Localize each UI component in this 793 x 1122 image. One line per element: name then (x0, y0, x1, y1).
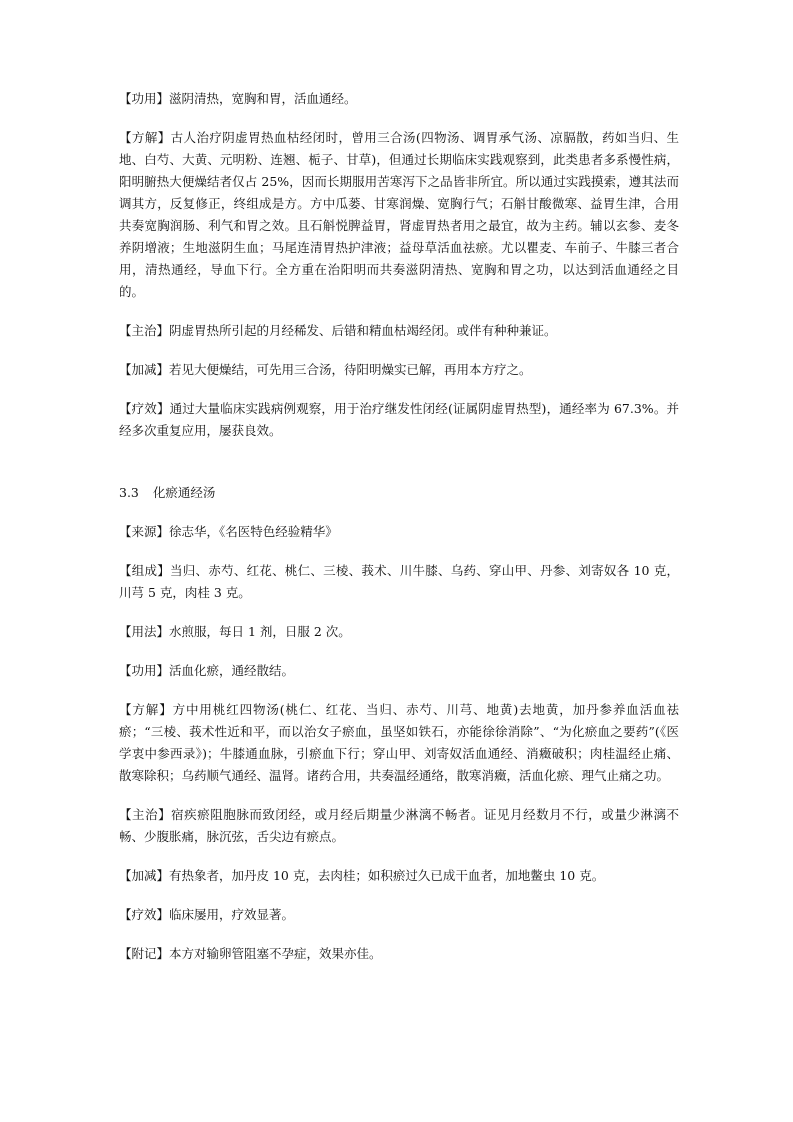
liaoxiao-paragraph-2: 【疗效】临床屡用，疗效显著。 (119, 907, 295, 922)
document-page (119, 88, 679, 982)
liaoxiao-paragraph: 【疗效】通过大量临床实践病例观察，用于治疗继发性闭经(证属阴虚胃热型)，通经率为 67.3%。并经多次重复应用，屡获良效。 (119, 401, 679, 438)
fangjie-paragraph: 【方解】古人治疗阴虚胃热血枯经闭时，曾用三合汤(四物汤、调胃承气汤、凉膈散，药如当归、生地、白芍、大黄、元明粉、连翘、栀子、甘草)，但通过长期临床实践观察到，此类患者多系慢性病，阳明腑热大便燥结者仅占 25%，因而长期服用苦寒泻下之品皆非所宜。所以通过实践摸索，遵其法而调其方，反复修正，终组成是方。方中瓜蒌、甘寒润燥、宽胸行气；石斛甘酸微寒、益胃生津，合用共奏宽胸润肠、利气和胃之效。且石斛悦脾益胃，肾虚胃热者用之最宜，故为主药。辅以玄参、麦冬养阴增液；生地滋阴生血；马尾连清胃热护津液；益母草活血祛瘀。尤以瞿麦、车前子、牛膝三者合用，清热通经，导血下行。全方重在治阳明而共奏滋阴清热、宽胸和胃之功，以达到活血通经之目的。 (119, 130, 679, 299)
jiajian-paragraph-2: 【加减】有热象者，加丹皮 10 克，去肉桂；如积瘀过久已成干血者，加地鳖虫 10 克。 (119, 868, 605, 883)
fangjie-paragraph-2: 【方解】方中用桃红四物汤(桃仁、红花、当归、赤芍、川芎、地黄)去地黄，加丹参养血活血祛瘀；“三棱、莪术性近和平，而以治女子瘀血，虽坚如铁石，亦能徐徐消除”、“为化瘀血之要药”(《医学衷中参西录》)；牛膝通血脉，引瘀血下行；穿山甲、刘寄奴活血通经、消癥破积；肉桂温经止痛、散寒除积；乌药顺气通经、温肾。诸药合用，共奏温经通络，散寒消癥，活血化瘀、理气止痛之功。 (119, 702, 679, 783)
section-heading (119, 482, 679, 504)
section-title: 化瘀通经汤 (152, 485, 216, 500)
yongfa-paragraph: 【用法】水煎服，每日 1 剂，日服 2 次。 (119, 624, 351, 639)
gongyong-paragraph-2: 【功用】活血化瘀，通经散结。 (119, 663, 295, 678)
laiyuan-paragraph: 【来源】徐志华，《名医特色经验精华》 (119, 524, 338, 539)
zhuzhi-paragraph-2: 【主治】宿疾瘀阻胞脉而致闭经，或月经后期量少淋漓不畅者。证见月经数月不行，或量少淋漓不畅、少腹胀痛，脉沉弦，舌尖边有瘀点。 (119, 807, 679, 844)
gongyong-paragraph: 【功用】滋阴清热，宽胸和胃，活血通经。 (119, 91, 357, 106)
zhuzhi-paragraph: 【主治】阴虚胃热所引起的月经稀发、后错和精血枯竭经闭。或伴有种种兼证。 (119, 323, 557, 338)
jiajian-paragraph: 【加减】若见大便燥结，可先用三合汤，待阳明燥实已解，再用本方疗之。 (119, 362, 532, 377)
zucheng-paragraph: 【组成】当归、赤芍、红花、桃仁、三棱、莪术、川牛膝、乌药、穿山甲、丹参、刘寄奴各 10 克，川芎 5 克，肉桂 3 克。 (119, 563, 679, 600)
fuji-paragraph: 【附记】本方对输卵管阻塞不孕症，效果亦佳。 (119, 946, 382, 961)
section-number: 3.3 (119, 485, 139, 500)
